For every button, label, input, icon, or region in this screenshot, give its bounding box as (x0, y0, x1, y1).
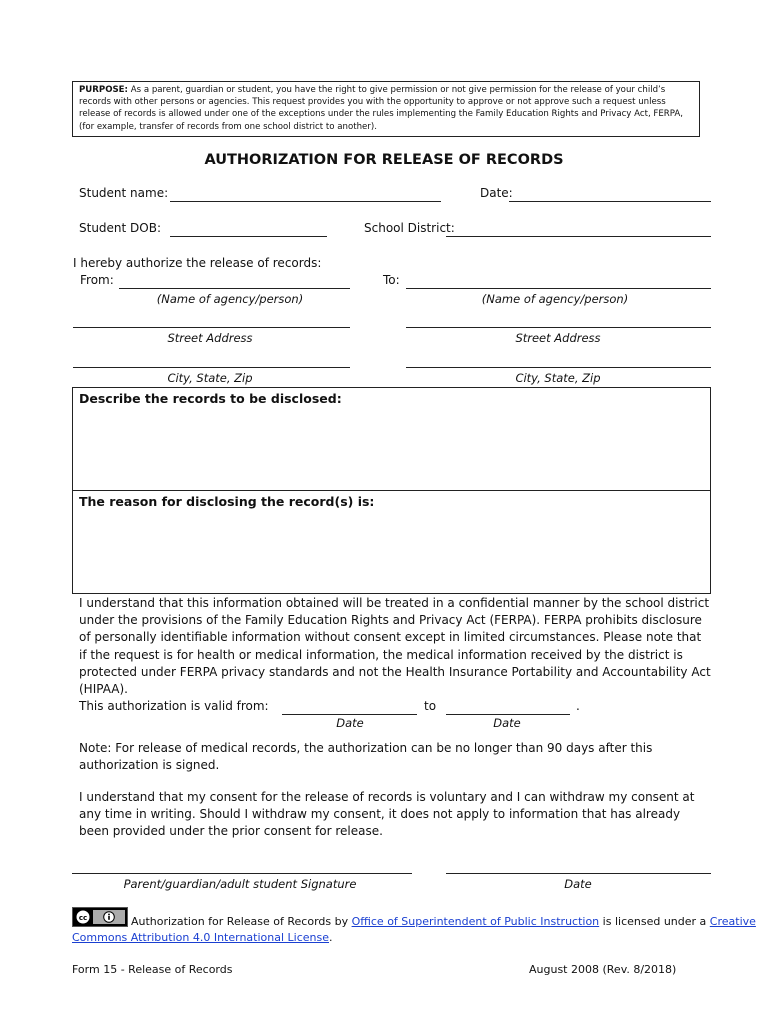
ospi-link[interactable]: Office of Superintendent of Public Instruction (351, 915, 600, 928)
attribution-icon (93, 910, 125, 924)
school-district-label: School District: (364, 221, 455, 235)
purpose-label: PURPOSE: (79, 85, 128, 95)
from-label: From: (80, 273, 114, 287)
valid-from-date-caption: Date (336, 716, 364, 730)
signature-date-caption: Date (564, 877, 592, 891)
signature-field[interactable] (72, 873, 412, 874)
creative-commons-link-b[interactable]: Commons Attribution 4.0 International License (72, 931, 329, 944)
date-field[interactable] (509, 201, 711, 202)
valid-to-date-caption: Date (493, 716, 521, 730)
to-name-caption: (Name of agency/person) (481, 292, 629, 306)
note-paragraph: Note: For release of medical records, the authorization can be no longer than 90 days after this authorization is signed. (79, 741, 653, 773)
purpose-text: As a parent, guardian or student, you have the right to give permission or not give permission for the release of your child’s records with other persons or agencies. This request provides you with the opportunity to approve or not approve such a request unless release of records is allowed under one of the exceptions under the rules implementing the Family Education Rights and Privacy Act, FERPA, (for example, transfer of records from one school district to another). (79, 85, 683, 132)
valid-period: . (576, 699, 580, 713)
valid-to-label: to (424, 699, 437, 713)
student-name-field[interactable] (170, 201, 441, 202)
to-street-caption: Street Address (515, 331, 601, 345)
cc-license-badge[interactable] (72, 907, 128, 927)
to-city-field[interactable] (406, 367, 711, 368)
from-name-caption: (Name of agency/person) (156, 292, 304, 306)
license-text-1: Authorization for Release of Records by (131, 915, 352, 928)
footer-revision-date: August 2008 (Rev. 8/2018) (529, 963, 677, 976)
to-name-field[interactable] (406, 288, 711, 289)
creative-commons-link-a[interactable]: Creative (709, 915, 756, 928)
consent-paragraph: I understand that my consent for the release of records is voluntary and I can withdraw my consent at any time in writing. Should I withdraw my consent, it does not apply to information that has already been provided under the prior consent for release. (79, 790, 695, 839)
valid-from-label: This authorization is valid from: (79, 699, 269, 713)
license-line-1 (131, 915, 756, 928)
purpose-box (72, 81, 700, 137)
describe-records-label: Describe the records to be disclosed: (79, 391, 342, 406)
from-city-caption: City, State, Zip (167, 371, 253, 385)
from-street-caption: Street Address (167, 331, 253, 345)
footer-form-number: Form 15 - Release of Records (72, 963, 233, 976)
student-dob-field[interactable] (170, 236, 327, 237)
school-district-field[interactable] (446, 236, 711, 237)
confidentiality-paragraph: I understand that this information obtained will be treated in a confidential manner by the school district under the provisions of the Family Education Rights and Privacy Act (FERPA). FERPA prohibits disclosure of personally identifiable information without consent except in limited circumstances. Please note that if the request is for health or medical information, the medical information received by the district is protected under FERPA privacy standards and not the Health Insurance Portability and Accountability Act (HIPAA). (79, 596, 711, 697)
from-street-field[interactable] (73, 327, 350, 328)
student-name-label: Student name: (79, 186, 169, 200)
valid-to-date-field[interactable] (446, 714, 570, 715)
authorize-intro: I hereby authorize the release of records: (73, 256, 322, 270)
license-line-2 (72, 931, 333, 944)
page-title: AUTHORIZATION FOR RELEASE OF RECORDS (204, 152, 564, 168)
describe-records-box[interactable] (72, 387, 711, 491)
signature-caption: Parent/guardian/adult student Signature (123, 877, 357, 891)
reason-box[interactable] (72, 490, 711, 594)
to-label: To: (383, 273, 400, 287)
to-city-caption: City, State, Zip (515, 371, 601, 385)
valid-from-date-field[interactable] (282, 714, 417, 715)
license-end: . (329, 931, 333, 944)
reason-label: The reason for disclosing the record(s) is: (79, 494, 375, 509)
cc-logo-text: cc (78, 914, 88, 922)
to-street-field[interactable] (406, 327, 711, 328)
signature-date-field[interactable] (446, 873, 711, 874)
cc-logo-icon (73, 908, 93, 926)
date-label: Date: (480, 186, 513, 200)
student-dob-label: Student DOB: (79, 221, 162, 235)
from-city-field[interactable] (73, 367, 350, 368)
license-text-2: is licensed under a (599, 915, 710, 928)
from-name-field[interactable] (119, 288, 350, 289)
